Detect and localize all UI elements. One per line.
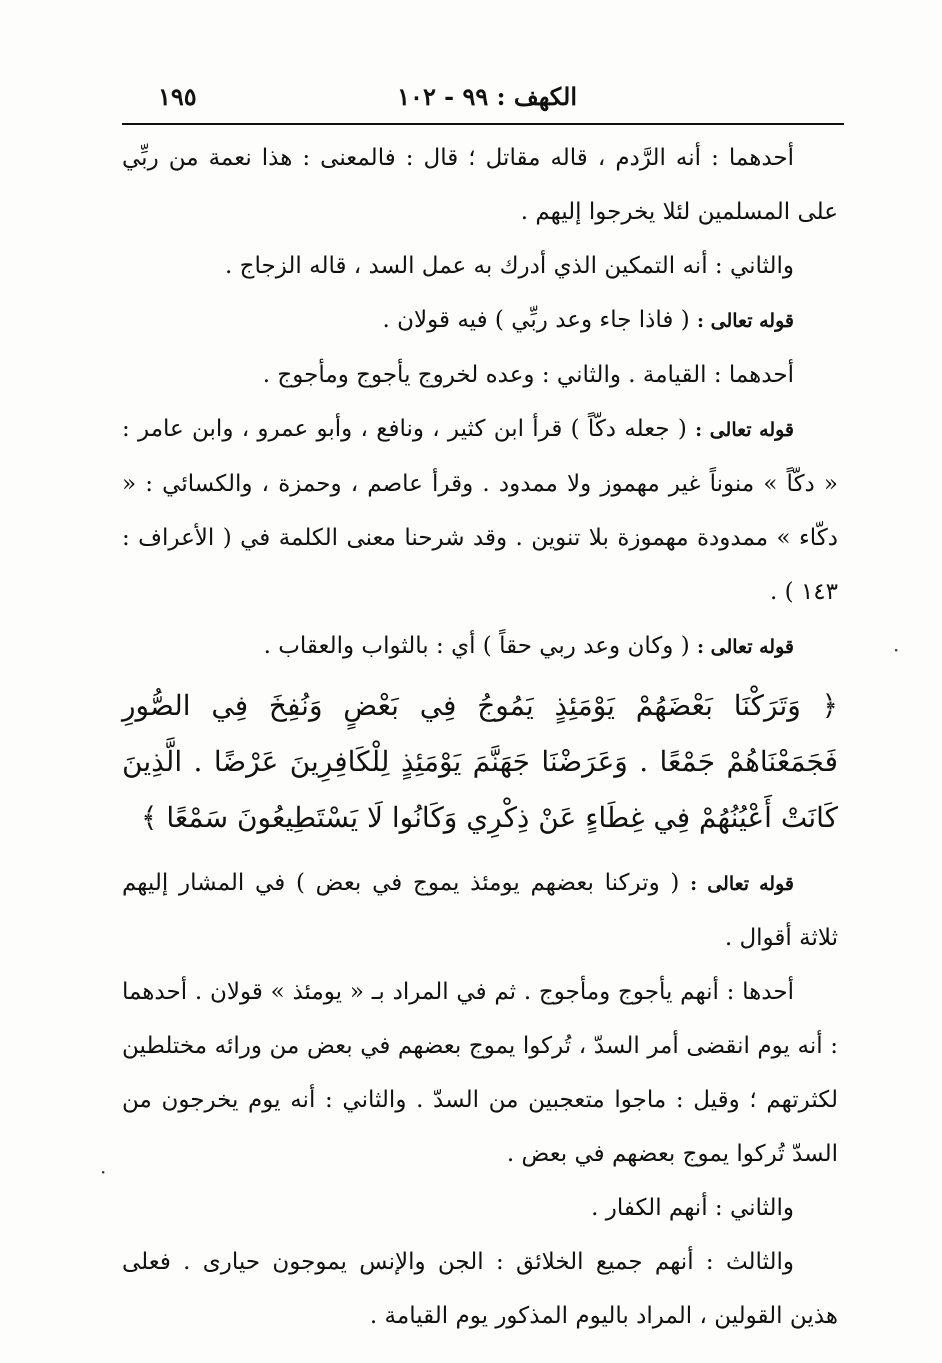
paragraph: قوله تعالى : ( جعله دكّاً ) قرأ ابن كثير ، ونافع ، وأبو عمرو ، وابن عامر : « دكّاً » منوناً غير مهموز ولا ممدود . وقرأ عاصم ، وحمزة ، والكسائي : « دكّاء » ممدودة مهموزة بلا تنوين . وقد شرحنا معنى الكلمة في ( الأعراف : ١٤٣ ) .	[122, 416, 838, 605]
running-header	[118, 80, 845, 114]
paragraph-lead: قوله تعالى :	[697, 636, 794, 658]
paragraph: والثاني : أنهم الكفار .	[591, 1195, 794, 1221]
paragraph: والثالث : أنهم جميع الخلائق : الجن والإنس يموجون حيارى . فعلى هذين القولين ، المراد باليوم المذكور يوم القيامة .	[122, 1249, 838, 1329]
paragraph-lead: قوله تعالى :	[697, 310, 794, 332]
paragraph: والثاني : أنه التمكين الذي أدرك به عمل السد ، قاله الزجاج .	[225, 253, 794, 279]
scan-mark: ·	[100, 1160, 107, 1184]
paragraph-lead: قوله تعالى :	[695, 419, 795, 441]
scan-mark: ·	[893, 638, 900, 662]
page-number: ١٩٥	[158, 82, 197, 111]
paragraph: قوله تعالى : ( وكان وعد ربي حقاً ) أي : بالثواب والعقاب .	[263, 633, 794, 659]
header-rule	[122, 123, 844, 125]
page-body	[122, 131, 838, 1343]
paragraph: قوله تعالى : ( وتركنا بعضهم يومئذ يموج في بعض ) في المشار إليهم ثلاثة أقوال .	[122, 870, 838, 951]
running-title: الكهف : ٩٩ - ١٠٢	[397, 82, 577, 111]
paragraph: قوله تعالى : ( فاذا جاء وعد ربِّي ) فيه قولان .	[382, 307, 794, 333]
paragraph: أحدها : أنهم يأجوج ومأجوج . ثم في المراد بـ « يومئذ » قولان . أحدهما : أنه يوم انقضى أمر السدّ ، تُركوا يموج بعضهم في بعض من ورائه مختلطين لكثرتهم ؛ وقيل : ماجوا متعجبين من السدّ . والثاني : أنه يوم يخرجون من السدّ تُركوا يموج بعضهم في بعض .	[122, 979, 838, 1167]
paragraph: أحدهما : القيامة . والثاني : وعده لخروج يأجوج ومأجوج .	[262, 362, 794, 388]
paragraph-lead: قوله تعالى :	[690, 873, 794, 895]
quran-verse-block: ﴿ وَتَرَكْنَا بَعْضَهُمْ يَوْمَئِذٍ يَمُوجُ فِي بَعْضٍ وَنُفِخَ فِي الصُّورِ فَجَمَعْنَاهُمْ جَمْعًا . وَعَرَضْنَا جَهَنَّمَ يَوْمَئِذٍ لِلْكَافِرِينَ عَرْضًا . الَّذِينَ كَانَتْ أَعْيُنُهُمْ فِي غِطَاءٍ عَنْ ذِكْرِي وَكَانُوا لَا يَسْتَطِيعُونَ سَمْعًا ﴾	[122, 689, 838, 834]
paragraph: أحدهما : أنه الرَّدم ، قاله مقاتل ؛ قال : فالمعنى : هذا نعمة من ربِّي على المسلمين لئلا يخرجوا إليهم .	[122, 145, 838, 225]
